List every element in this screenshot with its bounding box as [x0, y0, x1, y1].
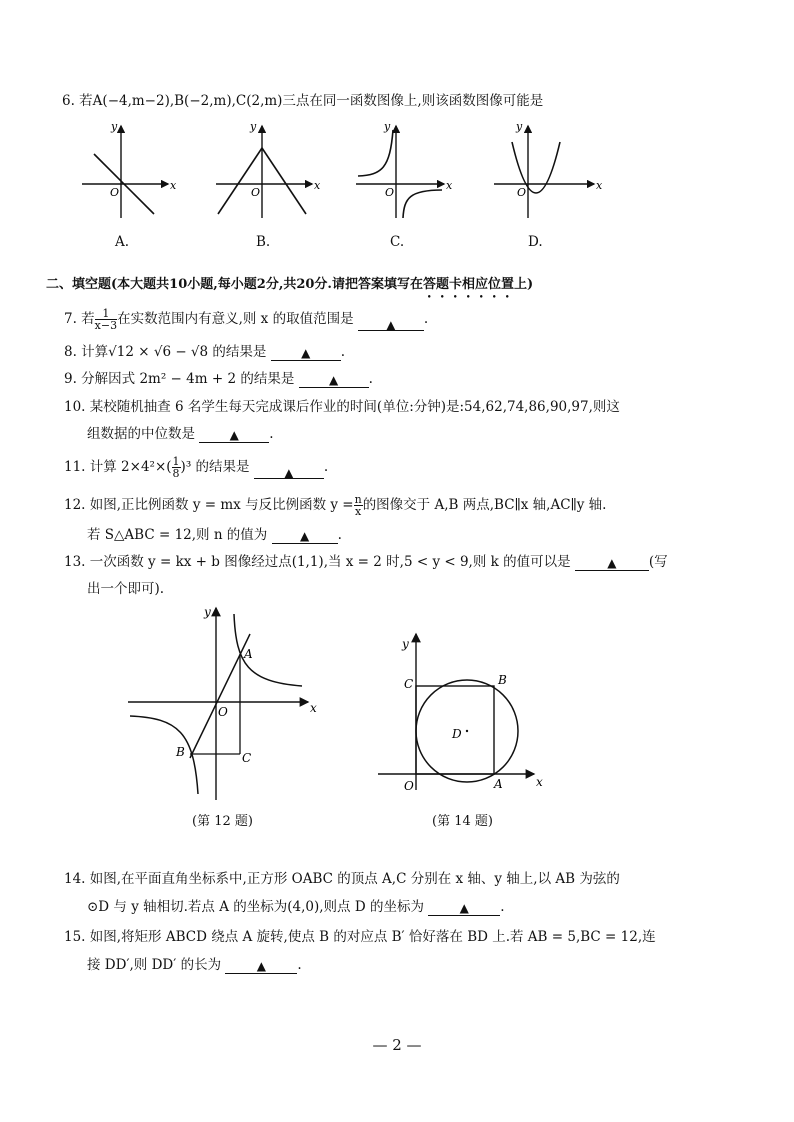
q15-line2: 接 DD′,则 DD′ 的长为 ▲ . — [87, 957, 302, 973]
q11: 11. 计算 2×4²×( $\frac{1}{8}$ )³ 的结果是 ▲ . — [64, 455, 329, 480]
figure-14 — [376, 630, 546, 795]
q12-fraction: $\frac{n}{x}$ — [354, 493, 362, 518]
q11-fraction: $\frac{1}{8}$ — [172, 455, 180, 480]
q6-graph-d — [490, 118, 602, 220]
q6-graph-a — [78, 118, 178, 220]
svg-text:O: O — [404, 779, 414, 793]
svg-text:y: y — [384, 120, 391, 133]
q14-line1: 14. 如图,在平面直角坐标系中,正方形 OABC 的顶点 A,C 分别在 x 轴、y 轴上,以 AB 为弦的 — [64, 871, 620, 887]
svg-text:O: O — [385, 186, 395, 199]
q12-line1: 12. 如图,正比例函数 y = mx 与反比例函数 y = $\frac{n}{x}$ 的图像交于 A,B 两点,BC∥x 轴,AC∥y 轴. — [64, 493, 607, 518]
q6-option-c: C. — [390, 234, 405, 250]
q8: 8. 计算√12 × √6 − √8 的结果是 ▲ . — [64, 344, 346, 360]
svg-text:O: O — [517, 186, 527, 199]
svg-text:x: x — [536, 775, 543, 789]
q6-text: 6. 若A(−4,m−2),B(−2,m),C(2,m)三点在同一函数图像上,则该函数图像可能是 — [62, 93, 544, 109]
svg-text:A: A — [244, 647, 253, 661]
svg-text:C: C — [242, 751, 252, 765]
q6-graph-c — [352, 118, 456, 220]
svg-text:y: y — [402, 637, 409, 651]
q15-line1: 15. 如图,将矩形 ABCD 绕点 A 旋转,使点 B 的对应点 B′ 恰好落在 BD 上.若 AB = 5,BC = 12,连 — [64, 929, 656, 945]
svg-text:x: x — [310, 701, 317, 715]
q6-option-a: A. — [115, 234, 130, 250]
q14-line2: ⊙D 与 y 轴相切.若点 A 的坐标为(4,0),则点 D 的坐标为 ▲ . — [87, 899, 505, 915]
q6-option-b: B. — [256, 234, 271, 250]
svg-text:y: y — [516, 120, 523, 133]
svg-text:x: x — [596, 179, 602, 192]
q13-line1: 13. 一次函数 y = kx + b 图像经过点(1,1),当 x = 2 时,5 < y < 9,则 k 的值可以是 ▲ (写 — [64, 554, 668, 570]
q6-option-d: D. — [528, 234, 543, 250]
svg-text:D: D — [452, 727, 462, 741]
q10-line1: 10. 某校随机抽查 6 名学生每天完成课后作业的时间(单位:分钟)是:54,62,74,86,90,97,则这 — [64, 399, 620, 415]
q9-answer-blank[interactable]: ▲ — [299, 371, 369, 388]
svg-text:y: y — [204, 605, 211, 619]
q13-answer-blank[interactable]: ▲ — [575, 554, 649, 571]
figure-12-caption: (第 12 题) — [192, 814, 253, 829]
q13-line2: 出一个即可). — [87, 581, 165, 597]
q11-answer-blank[interactable]: ▲ — [254, 462, 324, 479]
q6-graph-b — [212, 118, 322, 220]
svg-text:O: O — [218, 705, 228, 719]
q14-answer-blank[interactable]: ▲ — [428, 899, 500, 916]
svg-text:y: y — [250, 120, 257, 133]
figure-12 — [122, 604, 322, 804]
svg-text:A: A — [494, 777, 503, 791]
svg-text:B: B — [176, 745, 185, 759]
q15-answer-blank[interactable]: ▲ — [225, 957, 297, 974]
q8-answer-blank[interactable]: ▲ — [271, 344, 341, 361]
q12-line2: 若 S△ABC = 12,则 n 的值为 ▲ . — [87, 527, 342, 543]
svg-text:x: x — [314, 179, 321, 192]
q9: 9. 分解因式 2m² − 4m + 2 的结果是 ▲ . — [64, 371, 373, 387]
figure-14-caption: (第 14 题) — [432, 814, 493, 829]
q7-answer-blank[interactable]: ▲ — [358, 314, 424, 331]
svg-text:C: C — [404, 677, 414, 691]
svg-text:x: x — [446, 179, 453, 192]
q10-answer-blank[interactable]: ▲ — [199, 426, 269, 443]
svg-text:x: x — [170, 179, 177, 192]
svg-text:O: O — [110, 186, 120, 199]
svg-text:y: y — [111, 120, 118, 133]
q10-line2: 组数据的中位数是 ▲ . — [87, 426, 274, 442]
q12-answer-blank[interactable]: ▲ — [272, 527, 338, 544]
q7-fraction: $\frac{1}{x-3}$ — [94, 307, 118, 332]
q7: 7. 若 $\frac{1}{x-3}$ 在实数范围内有意义,则 x 的取值范围是 ▲ . — [64, 307, 429, 332]
svg-text:O: O — [251, 186, 261, 199]
section2-title: 二、填空题(本大题共10小题,每小题2分,共20分.请把答案填写在答题卡相应位置上) — [46, 277, 534, 292]
page-number: — 2 — — [372, 1036, 422, 1054]
svg-text:B: B — [498, 673, 507, 687]
